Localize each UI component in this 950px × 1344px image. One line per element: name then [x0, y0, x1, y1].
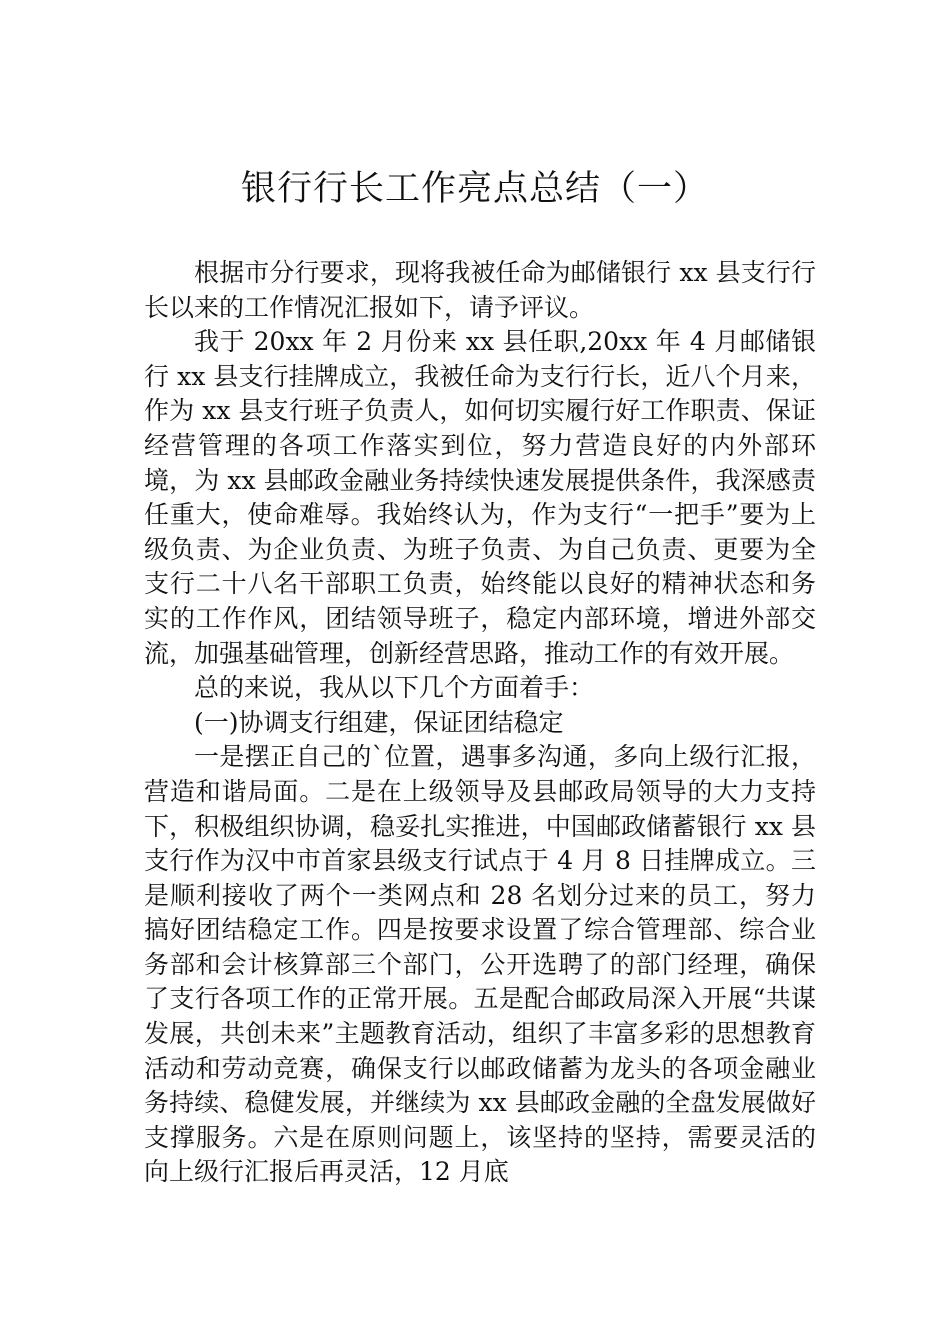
paragraph-section-1: 一是摆正自己的`位置，遇事多沟通，多向上级行汇报，营造和谐局面。二是在上级领导及县邮政局领导的大力支持下，积极组织协调，稳妥扎实推进，中国邮政储蓄银行 xx 县支行作为汉中市首家县级支行试点于 4 月 8 日挂牌成立。三是顺利接收了两个一类网点和 28 名划分过来的员工，努力搞好团结稳定工作。四是按要求设置了综合管理部、综合业务部和会计核算部三个部门，公开选聘了的部门经理，确保了支行各项工作的正常开展。五是配合邮政局深入开展“共谋发展，共创未来”主题教育活动，组织了丰富多彩的思想教育活动和劳动竞赛，确保支行以邮政储蓄为龙头的各项金融业务持续、稳健发展，并继续为 xx 县邮政金融的全盘发展做好支撑服务。六是在原则问题上，该坚持的坚持，需要灵活的向上级行汇报后再灵活，12 月底 — [144, 742, 816, 1187]
section-heading-1: (一)协调支行组建，保证团结稳定 — [194, 707, 564, 737]
paragraph-overview: 总的来说，我从以下几个方面着手： — [194, 673, 595, 703]
document-body — [144, 256, 816, 1190]
document-title: 银行行长工作亮点总结（一） — [240, 169, 709, 209]
paragraph-intro: 根据市分行要求，现将我被任命为邮储银行 xx 县支行行长以来的工作情况汇报如下，请予评议。 — [144, 258, 816, 322]
paragraph-background: 我于 20xx 年 2 月份来 xx 县任职,20xx 年 4 月邮储银行 xx 县支行挂牌成立，我被任命为支行行长，近八个月来，作为 xx 县支行班子负责人，如何切实履行好工作职责、保证经营管理的各项工作落实到位，努力营造良好的内外部环境，为 xx 县邮政金融业务持续快速发展提供条件，我深感责任重大，使命难辱。我始终认为，作为支行“一把手”要为上级负责、为企业负责、为班子负责、为自己负责、更要为全支行二十八名干部职工负责，始终能以良好的精神状态和务实的工作作风，团结领导班子，稳定内部环境，增进外部交流，加强基础管理，创新经营思路，推动工作的有效开展。 — [144, 327, 816, 668]
